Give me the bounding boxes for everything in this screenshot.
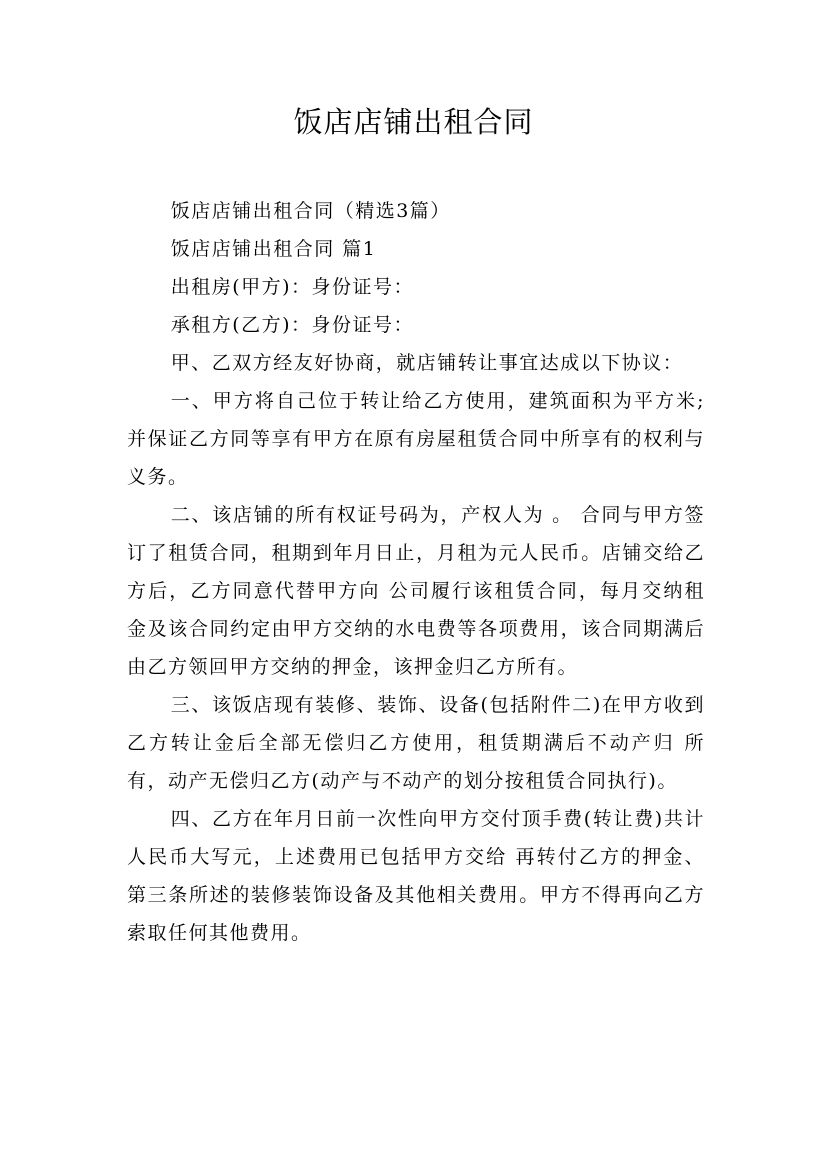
paragraph-subtitle: 饭店店铺出租合同（精选3篇） [170, 200, 451, 222]
paragraph-party-a: 出租房(甲方)：身份证号： [170, 276, 415, 298]
paragraph-clause-3: 三、该饭店现有装修、装饰、设备(包括附件二)在甲方收到乙方转让金后全部无偿归乙方使用，租赁期满后不动产归 所有，动产无偿归乙方(动产与不动产的划分按租赁合同执行)。 [127, 694, 705, 792]
paragraph-intro: 甲、乙双方经友好协商，就店铺转让事宜达成以下协议： [170, 352, 684, 374]
document-title: 饭店店铺出租合同 [293, 105, 534, 139]
document-body [127, 192, 705, 952]
paragraph-clause-4: 四、乙方在年月日前一次性向甲方交付顶手费(转让费)共计人民币大写元，上述费用已包括甲方交给 再转付乙方的押金、第三条所述的装修装饰设备及其他相关费用。甲方不得再向乙方索取任何其他费用。 [127, 808, 705, 944]
paragraph-clause-2: 二、该店铺的所有权证号码为，产权人为 。 合同与甲方签订了租赁合同，租期到年月日止，月租为元人民币。店铺交给乙方后，乙方同意代替甲方向 公司履行该租赁合同，每月交纳租金及该合同约定由甲方交纳的水电费等各项费用，该合同期满后由乙方领回甲方交纳的押金，该押金归乙方所有。 [127, 504, 705, 678]
paragraph-clause-1: 一、甲方将自己位于转让给乙方使用，建筑面积为平方米;并保证乙方同等享有甲方在原有房屋租赁合同中所享有的权利与义务。 [127, 390, 705, 488]
paragraph-party-b: 承租方(乙方)：身份证号： [170, 314, 415, 336]
paragraph-section-heading: 饭店店铺出租合同 篇1 [170, 238, 377, 260]
